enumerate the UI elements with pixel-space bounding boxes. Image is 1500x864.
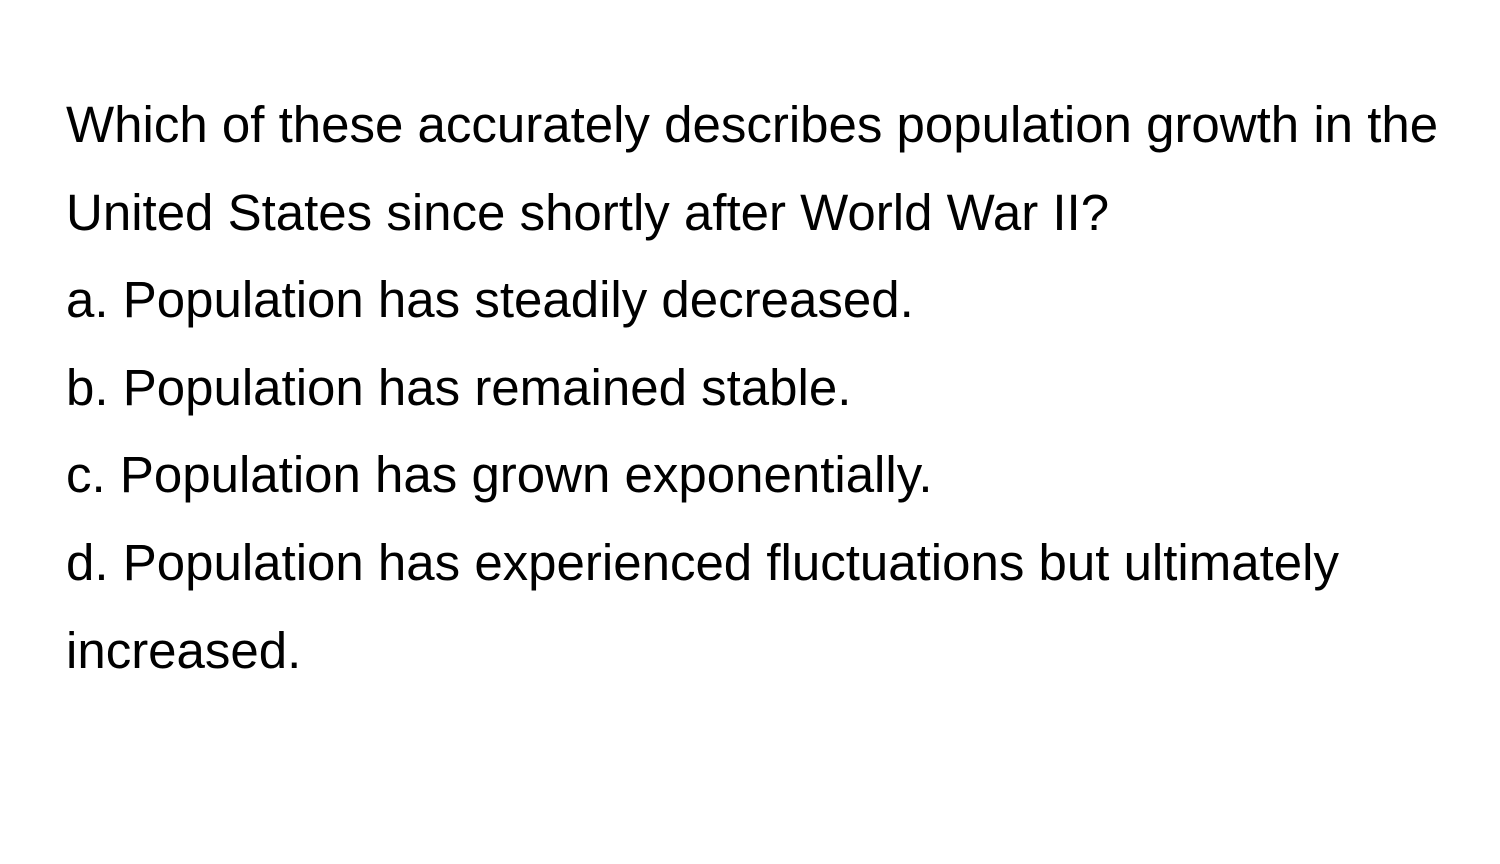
option-letter: d.: [66, 533, 109, 591]
option-letter: c.: [66, 446, 106, 504]
option-c: [66, 431, 1456, 519]
option-text: Population has steadily decreased.: [122, 271, 914, 329]
option-b: [66, 344, 1456, 432]
option-text: Population has experienced fluctuations but ultimately increased.: [66, 533, 1339, 679]
question-block: [66, 81, 1456, 694]
question-text: Which of these accurately describes population growth in the United States since shortly after World War II?: [66, 96, 1439, 241]
option-text: Population has remained stable.: [122, 358, 852, 416]
option-letter: a.: [66, 271, 109, 329]
option-d: [66, 519, 1456, 694]
option-text: Population has grown exponentially.: [119, 446, 933, 504]
option-a: [66, 256, 1456, 344]
option-letter: b.: [66, 358, 109, 416]
option-list: [66, 256, 1456, 694]
